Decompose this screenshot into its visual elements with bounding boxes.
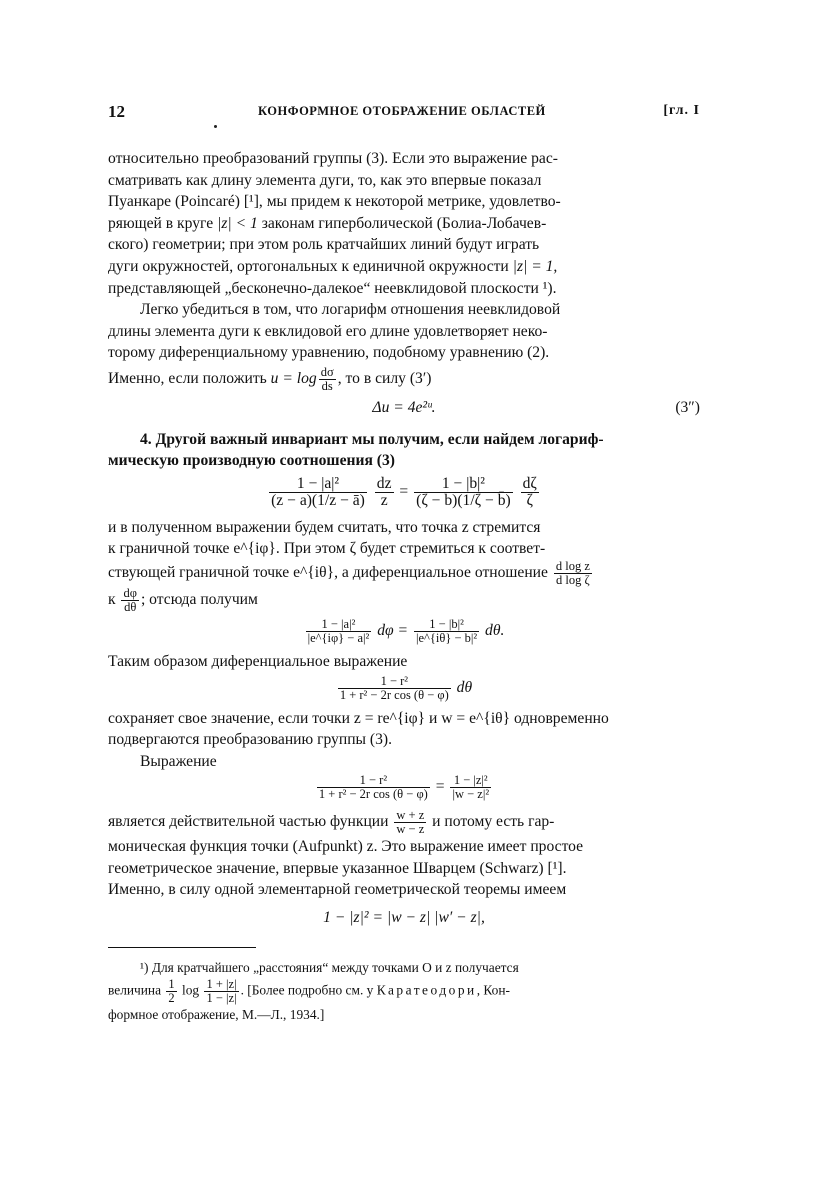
- author-name: Каратеодори: [376, 982, 477, 998]
- section4-line2: мическую производную соотношения (3): [108, 452, 395, 470]
- equation-poisson-form: $\frac{\text{1 − r²}}{\text{1 + r² − 2r cos (θ − φ)}}$ dθ: [339, 673, 473, 702]
- fraction-dsigma-ds: $\frac{d\sigma}{ds}$: [320, 364, 334, 393]
- para6-line3: геометрическое значение, впервые указанное Шварцем (Schwarz) [¹].: [108, 859, 567, 877]
- para5-line3: Выражение: [140, 752, 217, 770]
- equation-geometric: [108, 907, 700, 929]
- print-speck: [214, 125, 217, 128]
- equation-number: (3″): [675, 398, 700, 416]
- para5-line1: сохраняет свое значение, если точки z = re^{iφ} и w = e^{iθ} одновременно: [108, 709, 609, 727]
- para1-line4: ряющей в круге |z| < 1 законам гиперболической (Болиа-Лобачев-: [108, 214, 547, 232]
- fraction-rhs: $\frac{\text{1 − |b|²}}{(\zeta - b)(1/\zeta - b̄)}$: [416, 474, 511, 509]
- fraction-kernel-left: $\frac{\text{1 − r²}}{\text{1 + r² − 2r cos (θ − φ)}}$: [318, 773, 428, 802]
- inline-math: |z| < 1: [217, 214, 258, 232]
- footnote-line3: формное отображение, М.—Л., 1934.]: [108, 1006, 325, 1022]
- equation-formula: Δu = 4e²ᵘ.: [372, 398, 436, 416]
- para5-line2: подвергаются преобразованию группы (3).: [108, 731, 392, 749]
- para6-line1: является действительной частью функции $\frac{w + z}{w - z}$ и потому есть гар-: [108, 808, 555, 837]
- fraction-dphi-dtheta: $\frac{d\varphi}{d\theta}$: [123, 585, 137, 614]
- inline-math: |z| = 1,: [512, 257, 558, 275]
- para1-line7: представляющей „бесконечно-далекое“ неевклидовой плоскости ¹).: [108, 279, 557, 297]
- para3-line1: и в полученном выражении будем считать, что точка z стремится: [108, 518, 541, 536]
- page-body: [108, 148, 700, 1025]
- para2-line4: Именно, если положить u = log $\frac{d\sigma}{ds}$ , то в силу (3′): [108, 364, 432, 393]
- equation-poisson-kernel: $\frac{\text{1 − r²}}{\text{1 + r² − 2r cos (θ − φ)}}$ = $\frac{\text{1 − |z|²}}{\text{|w − z|²}}$: [318, 773, 490, 802]
- fraction-dzeta-zeta: $\frac{d\zeta}{\zeta}$: [522, 474, 537, 509]
- chapter-marker: [гл. I: [663, 103, 700, 118]
- para2-line3: торому диференциальному уравнению, подобному уравнению (2).: [108, 344, 550, 362]
- para3-line4: к $\frac{d\varphi}{d\theta}$ ; отсюда получим: [108, 585, 258, 614]
- para4-line1: Таким образом диференциальное выражение: [108, 652, 408, 670]
- fraction-right: $\frac{\text{1 − |b|²}}{\text{|e\textasciicircum{}\{iθ\} − b|²}}$: [415, 616, 478, 645]
- para1-line1: относительно преобразований группы (3). Если это выражение рас-: [108, 150, 558, 167]
- fraction-lhs: $\frac{\text{1 − |a|²}}{(z - a)(1/z - ā)}$: [271, 474, 365, 509]
- equation-dphi-dtheta: $\frac{\text{1 − |a|²}}{\text{|e\textasciicircum{}\{iφ\} − a|²}}$ dφ = $\frac{\text{1 − |b|²}}{\text{|e\textasciicircum{}\{iθ\} − b|²}}$ dθ.: [307, 616, 505, 645]
- para6-line4: Именно, в силу одной элементарной геометрической теоремы имеем: [108, 881, 567, 899]
- fraction-poisson: $\frac{\text{1 − r²}}{\text{1 + r² − 2r cos (θ − φ)}}$: [339, 673, 449, 702]
- para1-line5: ского) геометрии; при этом роль кратчайших линий будут играть: [108, 236, 540, 254]
- para2-line1: Легко убедиться в том, что логарифм отношения неевклидовой: [140, 301, 561, 319]
- footnote-line2: величина $\frac{1}{2}$ log $\frac{1 + |z|}{1 - |z|}$ . [Более подробно см. у Каратеодори, Кон-: [108, 976, 510, 1005]
- footnote-rule: [108, 947, 256, 948]
- para1-line2: сматривать как длину элемента дуги, то, как это впервые показал: [108, 171, 542, 189]
- fraction-half: $\frac{1}{2}$: [168, 976, 175, 1005]
- running-title: КОНФОРМНОЕ ОТОБРАЖЕНИЕ ОБЛАСТЕЙ: [258, 104, 546, 118]
- footnote-line1: ¹) Для кратчайшего „расстояния“ между точками O и z получается: [140, 959, 519, 975]
- para2-line2: длины элемента дуги к евклидовой его длине удовлетворяет неко-: [108, 322, 548, 340]
- fraction-kernel-right: $\frac{\text{1 − |z|²}}{\text{|w − z|²}}$: [452, 773, 490, 802]
- equation-log-derivative: $\frac{\text{1 − |a|²}}{(z - a)(1/z - ā)}$ $\frac{dz}{z}$ = $\frac{\text{1 − |b|²}}{(\zeta - b)(1/\zeta - b̄)}$ $\frac{d\zeta}{\zeta}$: [271, 474, 537, 509]
- section4-line1: 4. Другой важный инвариант мы получим, если найдем логариф-: [140, 430, 604, 448]
- equation-formula: 1 − |z|² = |w − z| |w′ − z|,: [323, 909, 485, 927]
- para1-line6: дуги окружностей, ортогональных к единичной окружности |z| = 1,: [108, 257, 558, 275]
- para3-line3: ствующей граничной точке e^{iθ}, а диференциальное отношение $\frac{\text{d log z}}{\text{d log ζ}}$: [108, 558, 590, 587]
- page-number: 12: [108, 102, 125, 121]
- running-header: [108, 100, 700, 122]
- fraction-wz: $\frac{w + z}{w - z}$: [396, 808, 425, 837]
- page: [108, 100, 700, 1022]
- footnote: [108, 958, 700, 1025]
- para6-line2: моническая функция точки (Aufpunkt) z. Это выражение имеет простое: [108, 838, 584, 856]
- para3-line2: к граничной точке e^{iφ}. При этом ζ будет стремиться к соответ-: [108, 540, 546, 558]
- equation-3-double-prime: [108, 397, 700, 419]
- fraction-dz-z: $\frac{dz}{z}$: [376, 474, 392, 509]
- fraction-dlogz-dlogzeta: $\frac{\text{d log z}}{\text{d log ζ}}$: [555, 558, 590, 587]
- fraction-left: $\frac{\text{1 − |a|²}}{\text{|e\textasciicircum{}\{iφ\} − a|²}}$: [307, 616, 370, 645]
- fraction-log-ratio: $\frac{1 + |z|}{1 - |z|}$: [206, 976, 237, 1005]
- para1-line3: Пуанкаре (Poincaré) [¹], мы придем к некоторой метрике, удовлетво-: [108, 193, 561, 211]
